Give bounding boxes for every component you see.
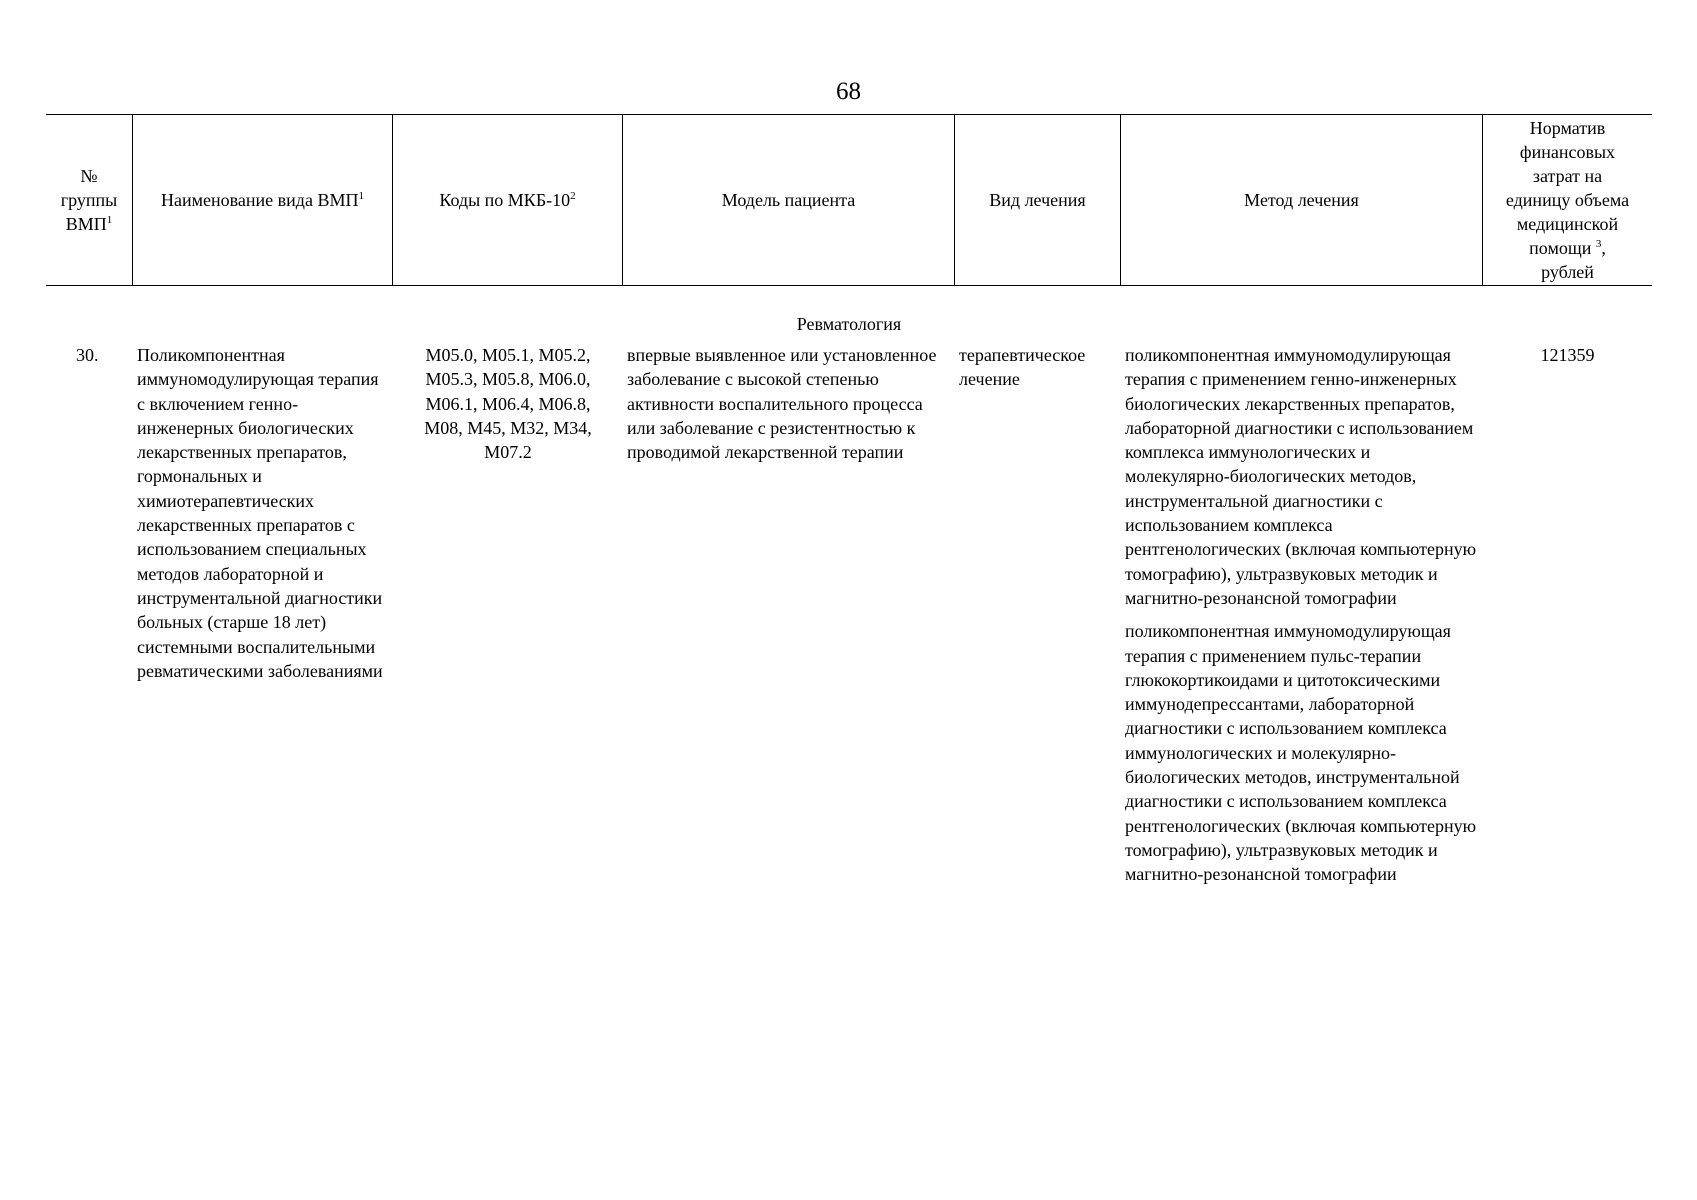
row-cost-norm: 121359 — [1540, 345, 1595, 365]
header-group-number-text: № группы ВМП — [60, 166, 118, 234]
header-group-number — [46, 115, 132, 285]
footnote-mark: 3 — [1595, 238, 1602, 250]
footnote-mark: 1 — [358, 190, 364, 202]
header-treatment-type-text: Вид лечения — [989, 190, 1086, 210]
section-title: Ревматология — [796, 314, 902, 334]
header-treatment-type — [955, 115, 1120, 285]
header-patient-model — [623, 115, 954, 285]
header-treatment-method-text: Метод лечения — [1244, 190, 1359, 210]
header-vmp-name — [133, 115, 392, 285]
header-vmp-name-text: Наименование вида ВМП — [161, 190, 359, 210]
row-treatment-methods — [1125, 343, 1477, 896]
row-patient-model: впервые выявленное или установленное заболевание с высокой степенью активности воспалительного процесса или заболевание с резистентностью к проводимой лекарственной терапии — [627, 345, 937, 463]
row-vmp-name: Поликомпонентная иммуномодулирующая терапия с включением генно-инженерных биологических лекарственных препаратов, гормональных и химиотерапевтических лекарственных препаратов с использованием специальных методов лабораторной и инструментальной диагностики больных (старше 18 лет) системными воспалительными ревматическими заболеваниями — [137, 345, 383, 681]
header-icd-codes — [393, 115, 622, 285]
header-cost-norm-text: Норматив финансовых затрат на единицу объема медицинской помощи — [1505, 118, 1630, 258]
header-patient-model-text: Модель пациента — [721, 190, 856, 210]
footnote-mark: 2 — [570, 190, 576, 202]
row-group-number: 30. — [76, 345, 99, 365]
header-treatment-method — [1121, 115, 1482, 285]
page-number: 68 — [836, 78, 861, 105]
table-header — [46, 114, 1652, 286]
header-cost-norm-suffix: , рублей — [1541, 238, 1606, 282]
method-item: поликомпонентная иммуномодулирующая терапия с применением пульс-терапии глюкокортикоидами и цитотоксическими иммунодепрессантами, лабораторной диагностики с использованием комплекса иммунологических и молекулярно-биологических методов, инструментальной диагностики с использованием комплекса рентгенологических (включая компьютерную томографию), ультразвуковых методик и магнитно-резонансной томографии — [1125, 621, 1477, 885]
row-icd-codes: M05.0, M05.1, M05.2, M05.3, M05.8, M06.0, M06.1, M06.4, M06.8, M08, M45, M32, M34, M07.2 — [424, 345, 592, 463]
row-treatment-type: терапевтическое лечение — [959, 345, 1086, 390]
footnote-mark: 1 — [106, 214, 113, 226]
header-icd-codes-text: Коды по МКБ-10 — [439, 190, 571, 210]
header-cost-norm — [1483, 115, 1652, 285]
method-item: поликомпонентная иммуномодулирующая терапия с применением генно-инженерных биологических лекарственных препаратов, лабораторной диагностики с использованием комплекса иммунологических и молекулярно-биологических методов, инструментальной диагностики с использованием комплекса рентгенологических (включая компьютерную томографию), ультразвуковых методик и магнитно-резонансной томографии — [1125, 345, 1477, 608]
